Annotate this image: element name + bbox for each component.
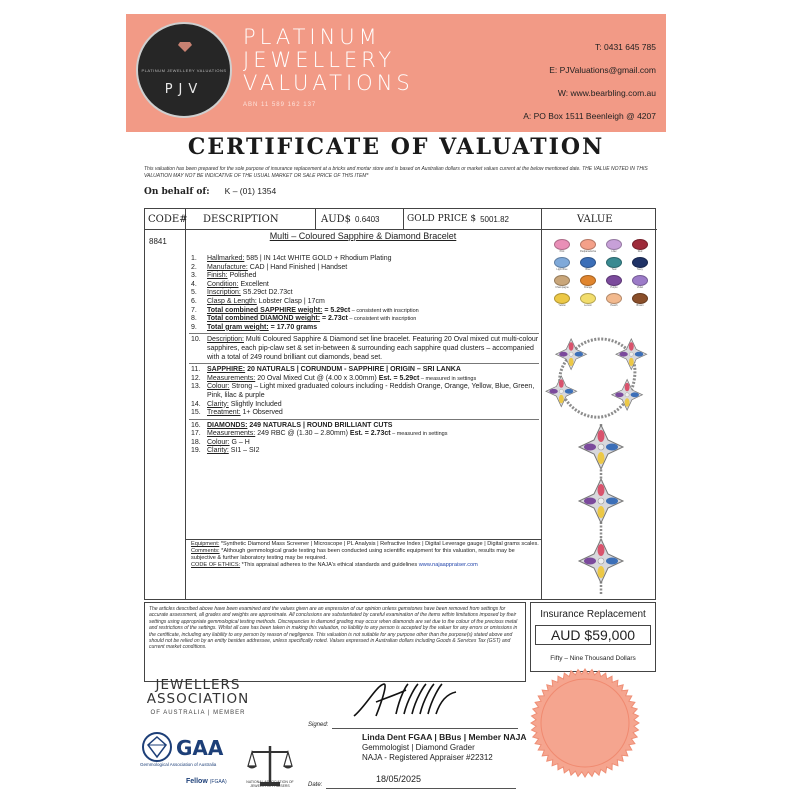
list-item: 15. Treatment: 1+ Observed bbox=[191, 409, 283, 417]
certificate-page bbox=[126, 8, 666, 794]
gem-oval-icon bbox=[580, 239, 596, 250]
gem-swatch bbox=[627, 239, 653, 257]
appraiser-title: Gemmologist | Diamond Grader bbox=[362, 743, 475, 752]
signature bbox=[346, 676, 466, 724]
naja-logo-text: NATIONAL ASSOCIATION OF JEWELRY APPRAISERS bbox=[246, 780, 294, 788]
list-item: 5. Inscription: S5.29ct D2.73ct bbox=[191, 289, 293, 297]
pjv-logo bbox=[136, 22, 232, 118]
notes-divider bbox=[185, 539, 541, 540]
aud-header bbox=[321, 209, 380, 229]
gem-swatch-label: Blue bbox=[585, 268, 591, 271]
date-value: 18/05/2025 bbox=[376, 774, 422, 784]
gem-swatch bbox=[549, 293, 575, 311]
ja-line-2: ASSOCIATION bbox=[146, 691, 250, 707]
gem-oval-icon bbox=[606, 257, 622, 268]
gaa-emblem-icon bbox=[142, 732, 172, 762]
behalf-label: On behalf of: bbox=[144, 187, 210, 197]
gem-swatch bbox=[601, 257, 627, 275]
bracelet-photo bbox=[541, 329, 657, 599]
gem-swatch bbox=[549, 275, 575, 293]
gem-swatch-label: Brown bbox=[636, 304, 644, 307]
gem-swatch-label: Orange bbox=[583, 286, 593, 289]
gem-swatch-label: Champagne bbox=[555, 286, 569, 289]
comments-note: Comments: *Although gemmological grade testing has been conducted using scientific equipment for this valuation, results may be subjective & further laboratory testing may be required. bbox=[191, 548, 515, 561]
item-details-list bbox=[191, 255, 539, 456]
description-item: 10. Description: Multi Coloured Sapphire & Diamond set line bracelet. Featuring 20 Oval mixed cut multi-colour sapphires, each pip-claw set & set in-between & surrounding each sapphire quad clusters – accompanied with a total of 249 round brilliant cut diamonds, bead set. bbox=[191, 336, 539, 361]
gem-swatch bbox=[601, 239, 627, 257]
gem-swatch bbox=[549, 239, 575, 257]
appraiser-name: Linda Dent FGAA | BBus | Member NAJA bbox=[362, 732, 527, 742]
list-item: 19. Clarity: SI1 – SI2 bbox=[191, 447, 260, 455]
divider bbox=[189, 419, 539, 420]
gem-swatch-label: Lemon bbox=[584, 304, 592, 307]
signed-label: Signed: bbox=[308, 722, 329, 728]
gem-swatch-label: Navy bbox=[637, 268, 643, 271]
list-item: 4. Condition: Excellent bbox=[191, 280, 269, 288]
gem-swatch-label: Teal bbox=[611, 268, 617, 271]
divider bbox=[189, 333, 539, 334]
disclaimer-text: The articles described above have been examined and the values given are an expression of our opinion unless gemstones have been removed from settings for accurate assessment, all grades and weights are approximate. All conclusions are substantiated by careful examination of the items within limitations imposed by their settings using appropriate gemmological testing methods. Discrepancies in diamond grading may occur when diamonds are set due to the colour of the precious metal and restrictions of the settings. Whilst all care has been taken in making this valuation, no liability to any person is accepted by the valuer for any errors or omissions in the certificate, including any liability to any person by reason of negligence. This valuation is not suitable for any purpose other than the purpose(s) stated above and should not be relied on by an entity besides addressee, unless specifically noted. Values expressed in Australian dollars including Goods & Services Tax (GST) and current market conditions. bbox=[144, 602, 526, 682]
header-divider bbox=[145, 229, 657, 230]
list-item: 17. Measurements: 249 RBC @ (1.30 – 2.80mm) Est. = 2.73ct – measured in settings bbox=[191, 430, 448, 438]
sapphire-cluster bbox=[579, 425, 623, 469]
insurance-box bbox=[530, 602, 656, 672]
bracelet-top-loop bbox=[546, 339, 647, 417]
website[interactable]: W: www.bearbling.com.au bbox=[557, 88, 656, 98]
gem-swatch bbox=[601, 275, 627, 293]
diamonds-heading: 16. DIAMONDS: 249 NATURALS | ROUND BRILLIANT CUTS bbox=[191, 421, 393, 429]
gem-oval-icon bbox=[606, 239, 622, 250]
gem-swatch bbox=[627, 257, 653, 275]
gold-label: GOLD PRICE $ bbox=[407, 214, 477, 224]
list-item: 1. Hallmarked: 585 | IN 14ct WHITE GOLD + Rhodium Plating bbox=[191, 255, 392, 262]
diamond-weight: 8. Total combined DIAMOND weight: = 2.73ct – consistent with inscription bbox=[191, 315, 417, 323]
gem-oval-icon bbox=[580, 293, 596, 304]
signature-line bbox=[332, 728, 518, 729]
brand-line-3: VALUATIONS bbox=[243, 71, 414, 95]
brand-name bbox=[243, 26, 414, 95]
gem-oval-icon bbox=[606, 275, 622, 286]
gem-swatch-label: Purple bbox=[610, 286, 618, 289]
gem-swatch-label: Pink bbox=[559, 250, 565, 253]
gold-value: 5001.82 bbox=[480, 214, 509, 224]
insurance-value-words: Fifty – Nine Thousand Dollars bbox=[550, 655, 636, 662]
gem-oval-icon bbox=[632, 293, 648, 304]
gem-oval-icon bbox=[606, 293, 622, 304]
gram-weight: 9. Total gram weight: = 17.70 grams bbox=[191, 323, 318, 331]
intro-text: This valuation has been prepared for the sole purpose of insurance replacement at a bricks and mortar store and is based on Australian dollars or market values current at the below mentioned date. THE VALUE NOTED IN THIS VALUATION MAY NOT BE INDICATIVE OF THE USUAL MARKET OR SALE PRICE OF THIS ITEM* bbox=[144, 166, 648, 179]
description-header: DESCRIPTION bbox=[203, 213, 279, 225]
gaa-logo bbox=[140, 732, 234, 776]
gaa-text: GAA bbox=[176, 736, 224, 760]
abn-number: ABN 11 589 162 137 bbox=[243, 102, 317, 108]
sapphire-heading: 11. SAPPHIRE: 20 NATURALS | CORUNDUM - SAPPHIRE | ORIGIN – SRI LANKA bbox=[191, 366, 461, 374]
date-line bbox=[326, 788, 516, 789]
gem-swatch bbox=[575, 239, 601, 257]
column-divider bbox=[315, 209, 316, 229]
naja-link[interactable]: www.najaappraiser.com bbox=[418, 562, 478, 568]
gem-swatch-label: Light Blue bbox=[556, 268, 568, 271]
certificate-title: CERTIFICATE OF VALUATION bbox=[187, 134, 605, 160]
list-item: 12. Measurements: 20 Oval Mixed Cut @ (4.00 x 3.00mm) Est. = 5.29ct – measured in settings bbox=[191, 374, 477, 382]
gem-swatch-label: Violet bbox=[636, 286, 644, 289]
gem-oval-icon bbox=[554, 275, 570, 286]
email[interactable]: E: PJValuations@gmail.com bbox=[549, 65, 656, 75]
gem-swatch-label: Yellow bbox=[558, 304, 566, 307]
address: A: PO Box 1511 Beenleigh @ 4207 bbox=[523, 111, 656, 121]
jewellers-association-logo bbox=[140, 678, 256, 706]
logo-initials: PJV bbox=[164, 82, 204, 97]
gem-swatch-label: Padparadscha bbox=[579, 250, 597, 253]
gem-swatch-label: Lilac bbox=[611, 250, 617, 253]
gem-oval-icon bbox=[632, 257, 648, 268]
equipment-note: Equipment: *Synthetic Diamond Mass Screener | Microscope | PL Analysis | Refractive Index | Digital Leverage gauge | Digital grams scales. bbox=[191, 541, 539, 547]
divider bbox=[189, 363, 539, 364]
ja-line-1: JEWELLERS bbox=[155, 677, 241, 693]
brand-line-1: PLATINUM bbox=[243, 25, 381, 49]
sapphire-weight: 7. Total combined SAPPHIRE weight: = 5.29ct – consistent with inscription bbox=[191, 306, 419, 314]
list-item: 14. Clarity: Slightly Included bbox=[191, 400, 282, 408]
official-seal bbox=[530, 668, 640, 778]
valuation-table bbox=[144, 208, 656, 600]
gold-price-header bbox=[407, 209, 509, 229]
brand-line-2: JEWELLERY bbox=[243, 48, 396, 72]
aud-label: AUD$ bbox=[321, 213, 352, 225]
gem-oval-icon bbox=[580, 257, 596, 268]
list-item: 2. Manufacture: CAD | Hand Finished | Handset bbox=[191, 263, 348, 271]
sapphire-cluster bbox=[579, 479, 623, 523]
logo-small-text: PLATINUM JEWELLERY VALUATIONS bbox=[141, 68, 227, 73]
list-item: 13. Colour: Strong – Light mixed graduated colours including - Reddish Orange, Orange, Yellow, Blue, Green, Pink, lilac & purple bbox=[191, 383, 535, 399]
value-header: VALUE bbox=[577, 213, 613, 225]
gaa-subtitle: Gemmological Association of Australia bbox=[140, 762, 217, 767]
aud-value: 0.6403 bbox=[355, 214, 380, 224]
contact-details bbox=[523, 36, 656, 128]
phone: T: 0431 645 785 bbox=[595, 42, 656, 52]
gem-swatch bbox=[549, 257, 575, 275]
appraiser-registration: NAJA - Registered Appraiser #22312 bbox=[362, 753, 493, 762]
column-divider bbox=[185, 209, 186, 599]
gem-swatch-label: Peach bbox=[610, 304, 618, 307]
ja-subtitle: OF AUSTRALIA | MEMBER bbox=[150, 710, 246, 716]
gem-oval-icon bbox=[554, 257, 570, 268]
date-label: Date: bbox=[308, 782, 323, 788]
gem-swatch bbox=[575, 275, 601, 293]
sapphire-cluster bbox=[579, 539, 623, 583]
list-item: 6. Clasp & Length: Lobster Clasp | 17cm bbox=[191, 297, 325, 305]
item-code: 8841 bbox=[149, 237, 167, 246]
diamond-icon bbox=[178, 42, 192, 52]
gem-swatch bbox=[575, 293, 601, 311]
column-divider bbox=[403, 209, 404, 229]
gem-swatch bbox=[575, 257, 601, 275]
code-header: CODE# bbox=[148, 213, 188, 225]
gem-oval-icon bbox=[554, 293, 570, 304]
insurance-value: AUD $59,000 bbox=[535, 625, 651, 645]
appraiser-details bbox=[362, 732, 527, 763]
gem-swatch bbox=[627, 293, 653, 311]
gem-oval-icon bbox=[632, 275, 648, 286]
ethics-note: CODE OF ETHICS: *This appraisal adheres to the NAJA's ethical standards and guidelines www.najaappraiser.com bbox=[191, 562, 478, 568]
testing-notes bbox=[191, 541, 539, 569]
gem-swatch bbox=[627, 275, 653, 293]
gem-oval-icon bbox=[580, 275, 596, 286]
gem-colour-chart bbox=[549, 239, 653, 311]
item-title: Multi – Coloured Sapphire & Diamond Bracelet bbox=[269, 231, 457, 241]
gem-oval-icon bbox=[554, 239, 570, 250]
insurance-label: Insurance Replacement bbox=[540, 609, 646, 620]
header-banner bbox=[126, 14, 666, 132]
behalf-value: K – (01) 1354 bbox=[224, 186, 277, 196]
on-behalf-of bbox=[144, 186, 276, 197]
fellow-label: Fellow (FGAA) bbox=[186, 778, 227, 785]
list-item: 3. Finish: Polished bbox=[191, 272, 257, 280]
gem-oval-icon bbox=[632, 239, 648, 250]
gem-swatch-label: Red bbox=[637, 250, 643, 253]
list-item: 18. Colour: G – H bbox=[191, 438, 250, 446]
gem-swatch bbox=[601, 293, 627, 311]
